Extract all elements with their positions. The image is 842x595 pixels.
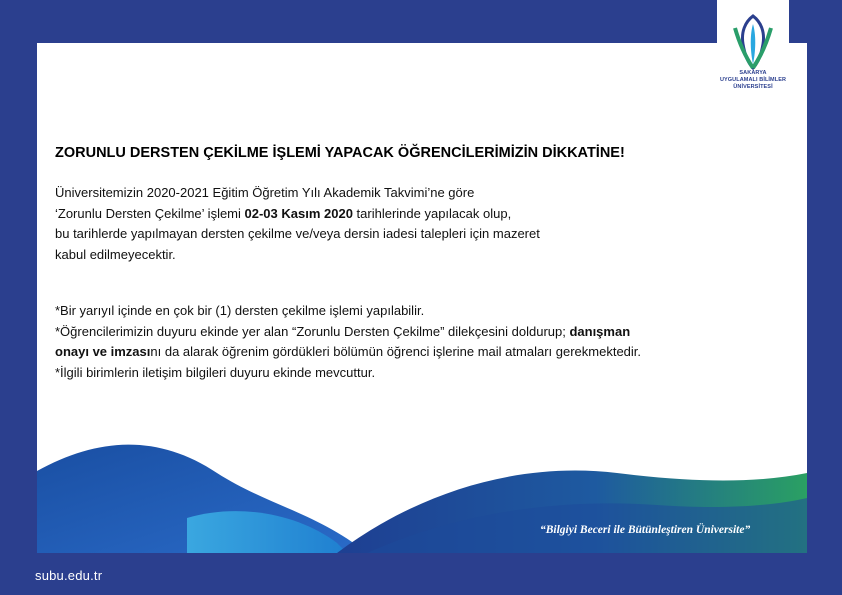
intro-line-3: bu tarihlerde yapılmayan dersten çekilme ve/veya dersin iadesi talepleri için mazeret	[55, 226, 540, 241]
rule-2-pre: *Öğrencilerimizin duyuru ekinde yer alan “Zorunlu Dersten Çekilme” dilekçesini doldurup;	[55, 323, 570, 339]
logo-wordmark	[717, 70, 789, 91]
decorative-waves	[37, 43, 807, 553]
logo-line-3: ÜNİVERSİTESİ	[733, 84, 773, 90]
rule-2-bold-1: danışman	[569, 323, 631, 339]
notice-card	[37, 43, 807, 553]
intro-line-2-post: tarihlerinde yapılacak olup,	[352, 205, 512, 221]
tulip-emblem-icon	[733, 12, 773, 70]
logo-line-2: UYGULAMALI BİLİMLER	[719, 77, 787, 83]
intro-line-2-pre: ‘Zorunlu Dersten Çekilme’ işlemi	[55, 205, 245, 221]
rules-list	[55, 301, 795, 383]
notice-title: ZORUNLU DERSTEN ÇEKİLME İŞLEMİ YAPACAK ÖĞRENCİLERİMİZİN DİKKATİNE!	[55, 145, 625, 161]
rule-3: *İlgili birimlerin iletişim bilgileri duyuru ekinde mevcuttur.	[55, 364, 376, 380]
intro-line-4: kabul edilmeyecektir.	[55, 246, 176, 262]
website-url: subu.edu.tr	[35, 568, 103, 583]
intro-paragraph	[55, 183, 795, 265]
university-logo	[717, 0, 789, 110]
rule-2-bold-2: onayı ve imzası	[55, 344, 151, 359]
logo-line-1: SAKARYA	[739, 70, 767, 76]
rule-2-post: nı da alarak öğrenim gördükleri bölümün öğrenci işlerine mail atmaları gerekmektedir.	[150, 344, 642, 359]
rule-1: *Bir yarıyıl içinde en çok bir (1) dersten çekilme işlemi yapılabilir.	[55, 303, 425, 318]
intro-line-1: Üniversitemizin 2020-2021 Eğitim Öğretim Yılı Akademik Takvimi’ne göre	[55, 185, 475, 200]
university-slogan: “Bilgiyi Beceri ile Bütünleştiren Üniversite”	[540, 524, 751, 536]
withdrawal-dates: 02-03 Kasım 2020	[244, 205, 353, 221]
